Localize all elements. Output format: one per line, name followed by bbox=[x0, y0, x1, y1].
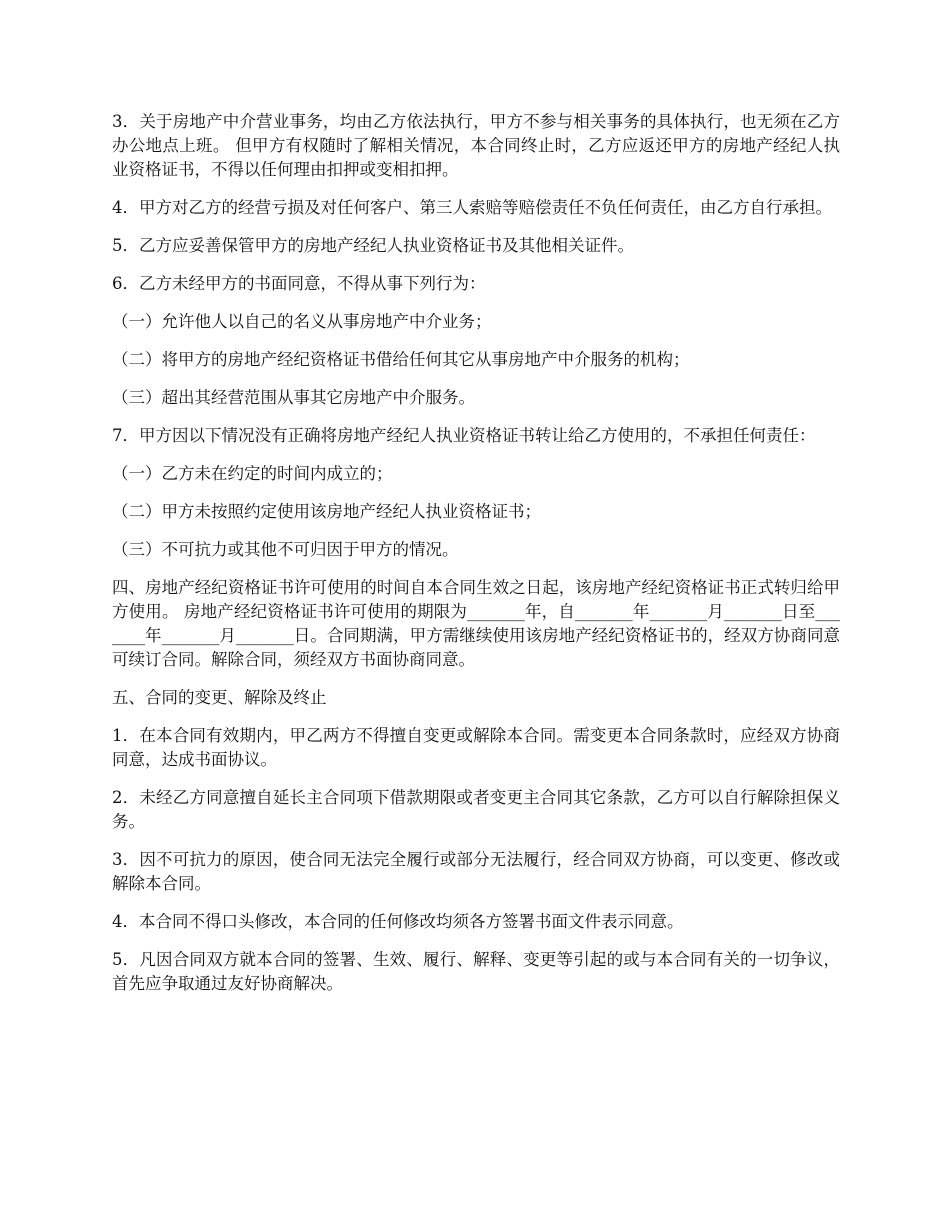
clause-6-item-3: （三）超出其经营范围从事其它房地产中介服务。 bbox=[112, 388, 475, 407]
section-5-clause-4: 4．本合同不得口头修改，本合同的任何修改均须各方签署书面文件表示同意。 bbox=[112, 912, 684, 931]
section-5-clause-1: 1．在本合同有效期内，甲乙两方不得擅自变更或解除本合同。需变更本合同条款时，应经双方协商同意，达成书面协议。 bbox=[112, 726, 840, 769]
section-5-clause-5: 5．凡因合同双方就本合同的签署、生效、履行、解释、变更等引起的或与本合同有关的一切争议，首先应争取通过友好协商解决。 bbox=[112, 950, 840, 993]
clause-6-item-1: （一）允许他人以自己的名义从事房地产中介业务； bbox=[112, 312, 492, 331]
clause-7-item-3: （三）不可抗力或其他不可归因于甲方的情况。 bbox=[112, 540, 459, 559]
document-body bbox=[112, 110, 840, 1010]
clause-4-paragraph: 4．甲方对乙方的经营亏损及对任何客户、第三人索赔等赔偿责任不负任何责任，由乙方自行承担。 bbox=[112, 198, 832, 217]
section-5-clause-3: 3．因不可抗力的原因，使合同无法完全履行或部分无法履行，经合同双方协商，可以变更、修改或解除本合同。 bbox=[112, 850, 840, 893]
section-4-paragraph: 四、房地产经纪资格证书许可使用的时间自本合同生效之日起，该房地产经纪资格证书正式转归给甲方使用。 房地产经纪资格证书许可使用的期限为_______年，自_______年_______月_______日至_______年_______月_______日。合同期满，甲方需继续使用该房地产经纪资格证书的，经双方协商同意可续订合同。解除合同，须经双方书面协商同意。 bbox=[112, 578, 840, 669]
clause-6-item-2: （二）将甲方的房地产经纪资格证书借给任何其它从事房地产中介服务的机构； bbox=[112, 350, 690, 369]
clause-7-item-2: （二）甲方未按照约定使用该房地产经纪人执业资格证书； bbox=[112, 502, 541, 521]
clause-6-paragraph: 6．乙方未经甲方的书面同意，不得从事下列行为： bbox=[112, 274, 486, 293]
clause-7-paragraph: 7．甲方因以下情况没有正确将房地产经纪人执业资格证书转让给乙方使用的，不承担任何责任： bbox=[112, 426, 816, 445]
clause-7-item-1: （一）乙方未在约定的时间内成立的； bbox=[112, 464, 393, 483]
section-5-heading: 五、合同的变更、解除及终止 bbox=[112, 688, 327, 707]
section-5-clause-2: 2．未经乙方同意擅自延长主合同项下借款期限或者变更主合同其它条款，乙方可以自行解除担保义务。 bbox=[112, 788, 840, 831]
clause-5-paragraph: 5．乙方应妥善保管甲方的房地产经纪人执业资格证书及其他相关证件。 bbox=[112, 236, 634, 255]
clause-3-paragraph: 3．关于房地产中介营业事务，均由乙方依法执行，甲方不参与相关事务的具体执行，也无须在乙方办公地点上班。 但甲方有权随时了解相关情况，本合同终止时，乙方应返还甲方的房地产经纪人执业资格证书，不得以任何理由扣押或变相扣押。 bbox=[112, 112, 840, 179]
